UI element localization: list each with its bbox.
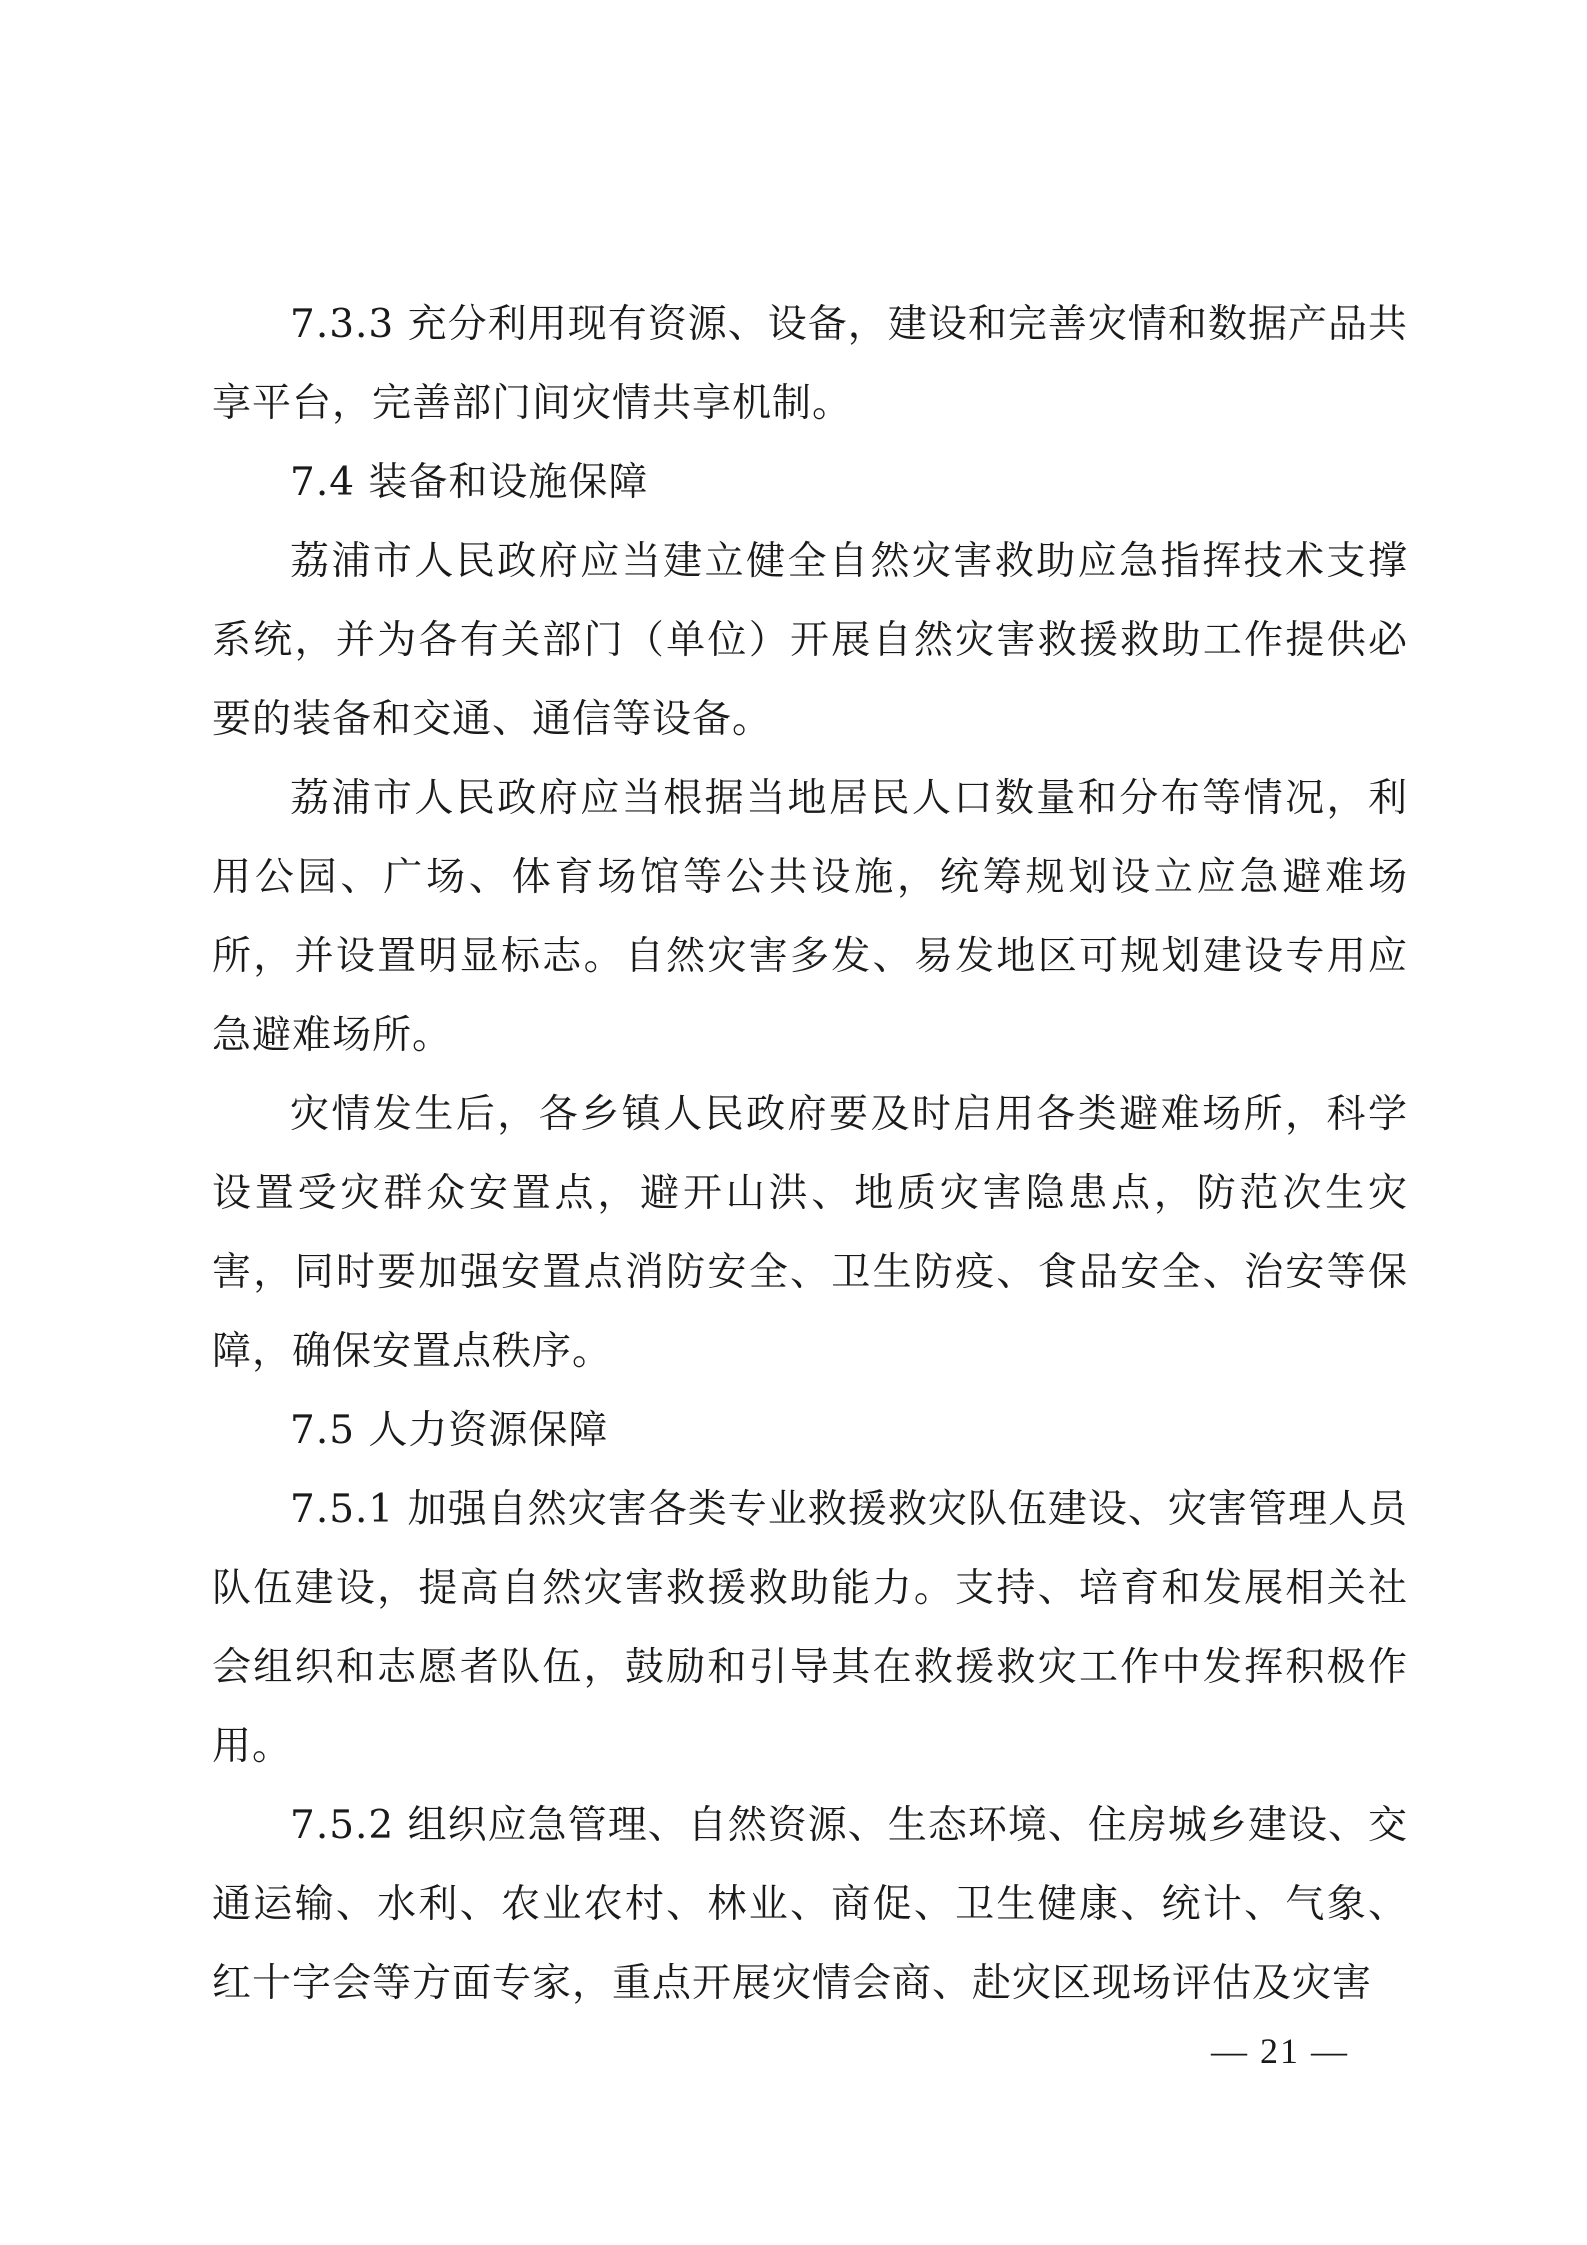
heading-7-5: 7.5 人力资源保障 [290, 1408, 609, 1453]
paragraph-7-5-2: 7.5.2 组织应急管理、自然资源、生态环境、住房城乡建设、交通运输、水利、农业农村、林业、商促、卫生健康、统计、气象、红十字会等方面专家，重点开展灾情会商、赴灾区现场评估及灾害 [212, 1803, 1408, 2006]
paragraph-7-3-3: 7.3.3 充分利用现有资源、设备，建设和完善灾情和数据产品共享平台，完善部门间灾情共享机制。 [212, 302, 1408, 426]
heading-7-4: 7.4 装备和设施保障 [290, 460, 649, 505]
page-number: — 21 — [1211, 2031, 1349, 2071]
paragraph-shelter-activation: 灾情发生后，各乡镇人民政府要及时启用各类避难场所，科学设置受灾群众安置点，避开山洪、地质灾害隐患点，防范次生灾害，同时要加强安置点消防安全、卫生防疫、食品安全、治安等保障，确保安置点秩序。 [212, 1092, 1408, 1374]
paragraph-equipment-system: 荔浦市人民政府应当建立健全自然灾害救助应急指挥技术支撑系统，并为各有关部门（单位）开展自然灾害救援救助工作提供必要的装备和交通、通信等设备。 [212, 539, 1408, 742]
body-text [212, 285, 1408, 2023]
paragraph-shelter-planning: 荔浦市人民政府应当根据当地居民人口数量和分布等情况，利用公园、广场、体育场馆等公共设施，统筹规划设立应急避难场所，并设置明显标志。自然灾害多发、易发地区可规划建设专用应急避难场所。 [212, 776, 1408, 1058]
paragraph-7-5-1: 7.5.1 加强自然灾害各类专业救援救灾队伍建设、灾害管理人员队伍建设，提高自然灾害救援救助能力。支持、培育和发展相关社会组织和志愿者队伍，鼓励和引导其在救援救灾工作中发挥积极作用。 [212, 1487, 1408, 1769]
